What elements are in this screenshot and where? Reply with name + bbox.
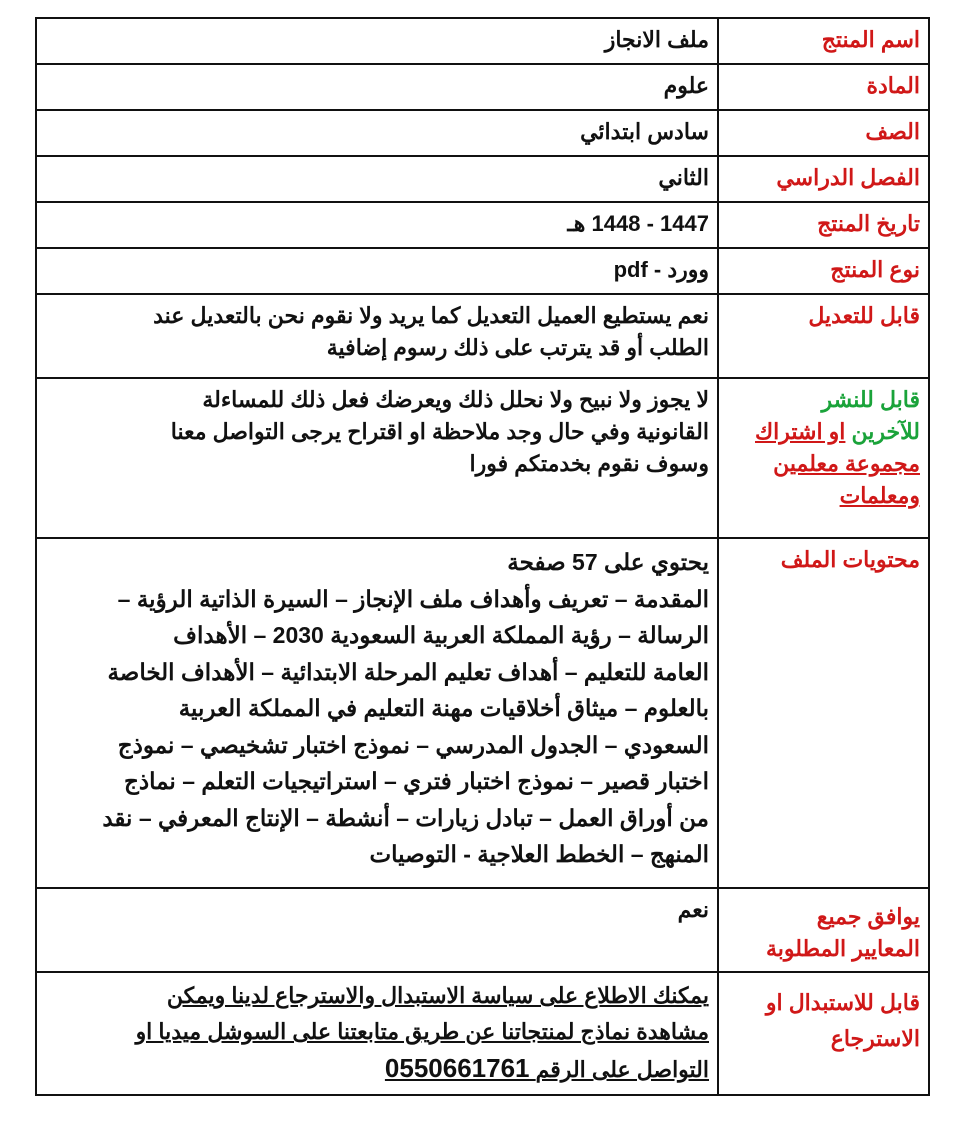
value-semester: الثاني: [36, 156, 718, 202]
publish-line: القانونية وفي حال وجد ملاحظة او اقتراح يرجى التواصل معنا: [170, 419, 709, 444]
exchange-label-2: الاسترجاع: [830, 1026, 920, 1051]
exchange-label-1: قابل للاستبدال او: [765, 990, 920, 1015]
row-exchange: [36, 972, 929, 1095]
row-grade: [36, 110, 929, 156]
publish-line: وسوف نقوم بخدمتكم فورا: [469, 451, 709, 476]
label-date: تاريخ المنتج: [718, 202, 929, 248]
publish-line: لا يجوز ولا نبيح ولا نحلل ذلك ويعرضك فعل ذلك للمساءلة: [202, 387, 709, 412]
contents-line: من أوراق العمل – تبادل زيارات – أنشطة – الإنتاج المعرفي – نقد: [102, 804, 709, 831]
label-semester: الفصل الدراسي: [718, 156, 929, 202]
label-contents: محتويات الملف: [718, 538, 929, 888]
publish-label-1: قابل للنشر: [821, 387, 920, 412]
value-grade: سادس ابتدائي: [36, 110, 718, 156]
publish-label-3: او اشتراك: [755, 419, 846, 444]
contents-line: العامة للتعليم – أهداف تعليم المرحلة الابتدائية – الأهداف الخاصة: [107, 658, 709, 685]
contents-line: الرسالة – رؤية المملكة العربية السعودية 2030 – الأهداف: [173, 622, 709, 648]
product-info-table: [35, 17, 930, 1096]
row-contents: [36, 538, 929, 888]
row-publish: [36, 378, 929, 538]
value-criteria: نعم: [36, 888, 718, 972]
exchange-line[interactable]: التواصل على الرقم: [535, 1057, 709, 1082]
row-criteria: [36, 888, 929, 972]
exchange-line[interactable]: يمكنك الاطلاع على سياسة الاستبدال والاسترجاع لدينا ويمكن: [166, 983, 709, 1008]
contents-line: المنهج – الخطط العلاجية - التوصيات: [369, 841, 709, 867]
value-publish: [36, 378, 718, 538]
label-grade: الصف: [718, 110, 929, 156]
label-subject: المادة: [718, 64, 929, 110]
publish-label-2: للآخرين: [851, 419, 920, 444]
label-type: نوع المنتج: [718, 248, 929, 294]
label-product-name: اسم المنتج: [718, 18, 929, 64]
editable-line: نعم يستطيع العميل التعديل كما يريد ولا نقوم نحن بالتعديل عند: [153, 303, 709, 328]
value-exchange[interactable]: [36, 972, 718, 1095]
row-semester: [36, 156, 929, 202]
contents-line: يحتوي على 57 صفحة: [507, 549, 709, 575]
contents-line: بالعلوم – ميثاق أخلاقيات مهنة التعليم في المملكة العربية: [178, 695, 709, 721]
exchange-line[interactable]: مشاهدة نماذج لمنتجاتنا عن طريق متابعتنا على السوشل ميديا او: [135, 1019, 709, 1044]
publish-label-5: ومعلمات: [839, 483, 920, 508]
contents-line: اختبار قصير – نموذج اختبار فتري – استراتيجيات التعلم – نماذج: [124, 768, 709, 794]
label-publish: [718, 378, 929, 538]
editable-line: الطلب أو قد يترتب على ذلك رسوم إضافية: [326, 335, 709, 360]
value-type: وورد - pdf: [36, 248, 718, 294]
row-editable: [36, 294, 929, 378]
row-type: [36, 248, 929, 294]
publish-label-4: مجموعة معلمين: [773, 451, 920, 476]
value-subject: علوم: [36, 64, 718, 110]
value-editable: [36, 294, 718, 378]
row-date: [36, 202, 929, 248]
row-product-name: [36, 18, 929, 64]
label-exchange: [718, 972, 929, 1095]
criteria-label-2: المعايير المطلوبة: [765, 936, 920, 961]
contents-line: السعودي – الجدول المدرسي – نموذج اختبار تشخيصي – نموذج: [117, 731, 709, 758]
contents-line: المقدمة – تعريف وأهداف ملف الإنجاز – السيرة الذاتية الرؤية –: [117, 585, 709, 612]
value-product-name: ملف الانجاز: [36, 18, 718, 64]
row-subject: [36, 64, 929, 110]
label-criteria: [718, 888, 929, 972]
criteria-label-1: يوافق جميع: [816, 904, 920, 929]
label-editable: قابل للتعديل: [718, 294, 929, 378]
value-contents: [36, 538, 718, 888]
phone-number-link[interactable]: 0550661761: [384, 1053, 530, 1083]
value-date: 1447 - 1448 هـ: [36, 202, 718, 248]
